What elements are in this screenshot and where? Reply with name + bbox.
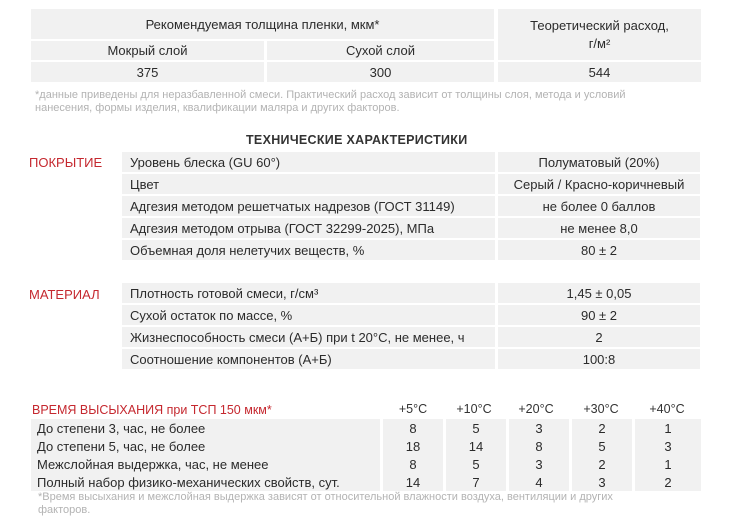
material-row-value: 100:8 (498, 349, 700, 369)
coating-row-name: Адгезия методом решетчатых надрезов (ГОСТ 31149) (122, 196, 495, 216)
dry-layer-value (267, 62, 494, 82)
coating-row-value: не менее 8,0 (498, 218, 700, 238)
drying-value: 1 (635, 455, 701, 473)
drying-value: 2 (635, 473, 701, 491)
film-thickness-header (31, 9, 494, 39)
drying-section-label: ВРЕМЯ ВЫСЫХАНИЯ при ТСП 150 мкм* (32, 403, 272, 417)
drying-value: 3 (509, 455, 569, 473)
material-row-value: 2 (498, 327, 700, 347)
drying-value: 14 (446, 437, 506, 455)
consumption-header (498, 9, 701, 60)
drying-row-name: Межслойная выдержка, час, не менее (31, 455, 380, 473)
drying-value: 2 (572, 455, 632, 473)
drying-value: 2 (572, 419, 632, 437)
coating-row-value: Полуматовый (20%) (498, 152, 700, 172)
drying-value: 8 (509, 437, 569, 455)
film-footnote-line1: *данные приведены для неразбавленной смеси. Практический расход зависит от толщины слоя, метода и условий (35, 89, 626, 101)
drying-value: 5 (446, 455, 506, 473)
drying-row-name: До степени 5, час, не более (31, 437, 380, 455)
drying-value: 3 (635, 437, 701, 455)
temp-header: +10°С (456, 402, 492, 416)
drying-value: 1 (635, 419, 701, 437)
coating-row-value: Серый / Красно-коричневый (498, 174, 700, 194)
drying-value: 18 (383, 437, 443, 455)
material-row-name: Жизнеспособность смеси (А+Б) при t 20°С, не менее, ч (122, 327, 495, 347)
drying-value: 8 (383, 419, 443, 437)
consumption-header-line1: Теоретический расход, (530, 17, 669, 33)
material-row-value: 1,45 ± 0,05 (498, 283, 700, 303)
drying-value: 4 (509, 473, 569, 491)
coating-row-name: Уровень блеска (GU 60°) (122, 152, 495, 172)
temp-header: +5°С (398, 402, 428, 416)
coating-row-name: Объемная доля нелетучих веществ, % (122, 240, 495, 260)
temp-header: +30°С (583, 402, 619, 416)
drying-footnote-line2: факторов. (38, 504, 91, 516)
material-row-name: Сухой остаток по массе, % (122, 305, 495, 325)
coating-row-value: 80 ± 2 (498, 240, 700, 260)
coating-row-value: не более 0 баллов (498, 196, 700, 216)
material-row-name: Плотность готовой смеси, г/см³ (122, 283, 495, 303)
drying-footnote (38, 491, 703, 517)
film-footnote (35, 89, 705, 115)
consumption-header-line2: г/м² (588, 35, 611, 51)
drying-footnote-line1: *Время высыхания и межслойная выдержка зависят от относительной влажности воздуха, вентиляции и других (38, 491, 613, 503)
consumption-value (498, 62, 701, 82)
coating-row-name: Адгезия методом отрыва (ГОСТ 32299-2025), МПа (122, 218, 495, 238)
drying-row-name: Полный набор физико-механических свойств, сут. (31, 473, 380, 491)
drying-value: 3 (509, 419, 569, 437)
dry-layer-header (267, 41, 494, 60)
consumption-value-text: 544 (588, 64, 611, 80)
tech-heading: ТЕХНИЧЕСКИЕ ХАРАКТЕРИСТИКИ (246, 133, 468, 147)
film-footnote-line2: нанесения, формы изделия, квалификации маляра и других факторов. (35, 102, 400, 114)
drying-value: 8 (383, 455, 443, 473)
wet-layer-value-text: 375 (136, 64, 159, 80)
wet-layer-header (31, 41, 264, 60)
temp-header: +40°С (649, 402, 685, 416)
drying-value: 5 (446, 419, 506, 437)
drying-value: 3 (572, 473, 632, 491)
drying-value: 5 (572, 437, 632, 455)
material-row-name: Соотношение компонентов (А+Б) (122, 349, 495, 369)
coating-section-label: ПОКРЫТИЕ (29, 155, 103, 170)
film-thickness-header-text: Рекомендуемая толщина пленки, мкм* (145, 16, 380, 32)
drying-row-name: До степени 3, час, не более (31, 419, 380, 437)
temp-header: +20°С (518, 402, 554, 416)
material-section-label: МАТЕРИАЛ (29, 287, 100, 302)
drying-value: 7 (446, 473, 506, 491)
coating-row-name: Цвет (122, 174, 495, 194)
dry-layer-value-text: 300 (369, 64, 392, 80)
wet-layer-label: Мокрый слой (107, 43, 188, 58)
wet-layer-value (31, 62, 264, 82)
drying-value: 14 (383, 473, 443, 491)
material-row-value: 90 ± 2 (498, 305, 700, 325)
dry-layer-label: Сухой слой (345, 43, 416, 58)
